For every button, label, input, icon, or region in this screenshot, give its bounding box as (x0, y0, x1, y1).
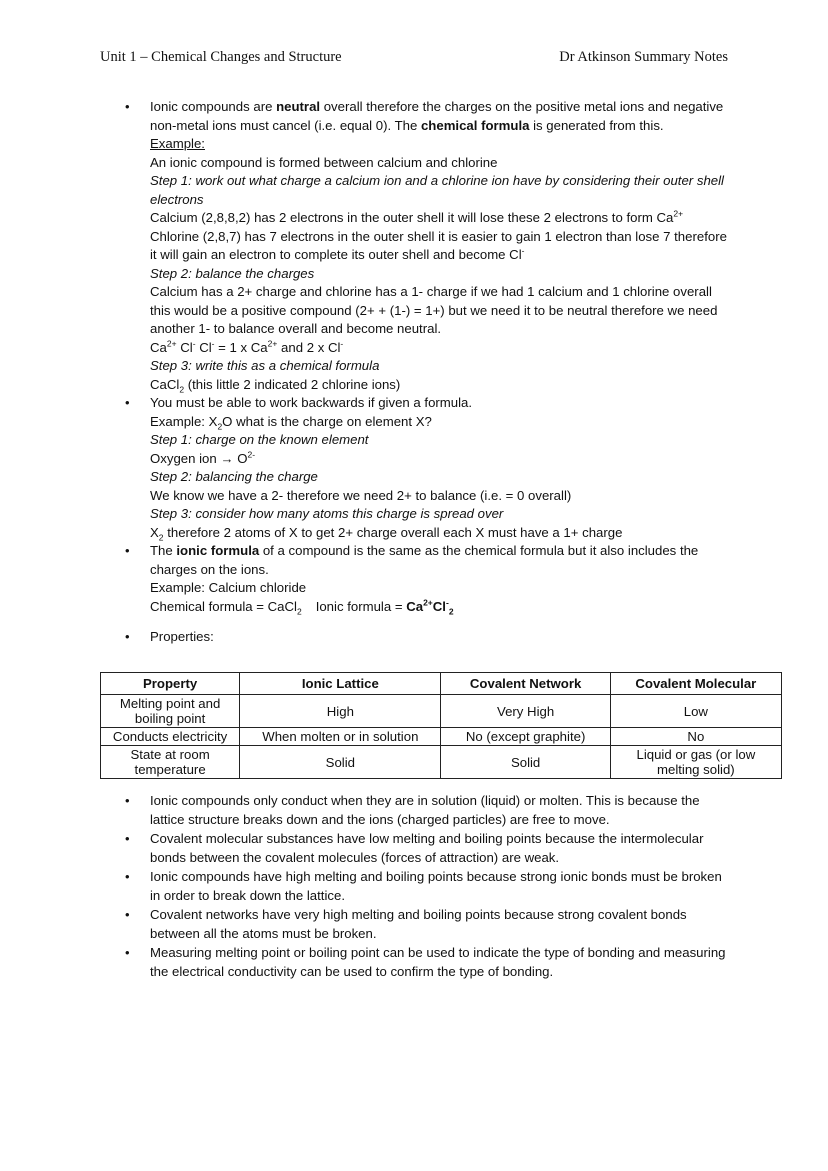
example-heading: Example: (150, 136, 205, 151)
example-line: Oxygen ion → $O^{2-}$ (150, 449, 256, 466)
bullet-item: • Ionic compounds have high melting and boiling points because strong ionic bonds must be broken in order to break down the lattice. (0, 868, 828, 905)
table-row (101, 695, 782, 728)
example-line: Calcium (2,8,8,2) has 2 electrons in the outer shell it will lose these 2 electrons to form $Ca^{2+}$ (150, 208, 684, 225)
properties-table (100, 672, 782, 779)
step-line: Step 2: balance the charges (150, 265, 315, 281)
step-line: Step 3: consider how many atoms this charge is spread over (150, 506, 504, 521)
example-line: An ionic compound is formed between calcium and chlorine (150, 154, 498, 170)
table-cell: No (610, 728, 781, 746)
table-cell: High (240, 695, 441, 728)
notes-content (0, 98, 828, 647)
step-line: Step 3: write this as a chemical formula (150, 358, 380, 373)
table-header: Covalent Network (441, 673, 610, 695)
table-cell: Solid (240, 746, 441, 779)
table-cell: Liquid or gas (or low melting solid) (610, 746, 781, 779)
example-line: Calcium has a 2+ charge and chlorine has a 1- charge if we had 1 calcium and 1 chlorine overall this would be a positive compound (2+ + (1-) = 1+) but we need it to be neutral therefore we need another 1- to balance overall and become neutral. (150, 284, 718, 336)
table-row (101, 746, 782, 779)
bullet-properties (0, 628, 828, 647)
paragraph: • Ionic compounds are neutral overall therefore the charges on the positive metal ions and negative non-metal ions must cancel (i.e. equal 0). The chemical formula is generated from this. (150, 99, 724, 133)
bullet-item: • Ionic compounds only conduct when they are in solution (liquid) or molten. This is because the lattice structure breaks down and the ions (charged particles) are free to move. (0, 792, 828, 829)
table-header: Ionic Lattice (240, 673, 441, 695)
table-cell: When molten or in solution (240, 728, 441, 746)
table-cell: Low (610, 695, 781, 728)
bullet-item: • Covalent molecular substances have low melting and boiling points because the intermolecular bonds between the covalent molecules (forces of attraction) are weak. (0, 830, 828, 867)
table-header-row (101, 673, 782, 695)
table-cell: Conducts electricity (101, 728, 240, 746)
step-line: Step 1: work out what charge a calcium ion and a chlorine ion have by considering their outer shell electrons (150, 173, 724, 207)
page-header (100, 49, 728, 69)
formula-line: Chemical formula = CaCl$_2$ Ionic formula = $Ca^{2+}Cl^-_2$ (150, 597, 454, 617)
header-author: Dr Atkinson Summary Notes (559, 49, 728, 65)
example-line: Example: $X_2O$ what is the charge on element X? (150, 413, 432, 432)
example-line: We know we have a 2- therefore we need 2+ to balance (i.e. = 0 overall) (150, 487, 572, 503)
table-cell: Solid (441, 746, 610, 779)
bullet-ionic-formula (0, 542, 828, 616)
formula-line: CaCl$_2$ (this little 2 indicated 2 chlorine ions) (150, 376, 401, 395)
summary-content (0, 792, 828, 981)
table-header: Covalent Molecular (610, 673, 781, 695)
example-line: Chlorine (2,8,7) has 7 electrons in the outer shell it is easier to gain 1 electron than lose 7 therefore it will gain an electron to complete its outer shell and become Cl- (150, 228, 727, 262)
step-line: Step 2: balancing the charge (150, 469, 318, 484)
bullet-item: • Covalent networks have very high melting and boiling points because strong covalent bonds between all the atoms must be broken. (0, 906, 828, 943)
table-header: Property (101, 673, 240, 695)
properties-label: • Properties: (150, 629, 214, 644)
bullet-list-bottom (0, 792, 828, 981)
header-unit-title: Unit 1 – Chemical Changes and Structure (100, 49, 342, 65)
bullet-list-top (0, 98, 828, 647)
table-cell: Very High (441, 695, 610, 728)
paragraph: • The ionic formula of a compound is the same as the chemical formula but it also includes the charges on the ions. (150, 543, 699, 577)
example-line: $X_2$ therefore 2 atoms of X to get 2+ charge overall each X must have a 1+ charge (150, 524, 623, 543)
bullet-item: • Measuring melting point or boiling point can be used to indicate the type of bonding and measuring the electrical conductivity can be used to confirm the type of bonding. (0, 944, 828, 981)
table-cell: State at room temperature (101, 746, 240, 779)
example-line: Example: Calcium chloride (150, 580, 307, 595)
paragraph: • You must be able to work backwards if given a formula. (150, 395, 473, 410)
formula-line: $Ca^{2+}$ Cl- Cl- = 1 x $Ca^{2+}$ and 2 x Cl- (150, 338, 344, 355)
table-cell: No (except graphite) (441, 728, 610, 746)
bullet-ionic-neutral (0, 98, 828, 394)
step-line: Step 1: charge on the known element (150, 432, 369, 447)
table-row (101, 728, 782, 746)
bullet-work-backwards (0, 394, 828, 542)
table-cell: Melting point and boiling point (101, 695, 240, 728)
